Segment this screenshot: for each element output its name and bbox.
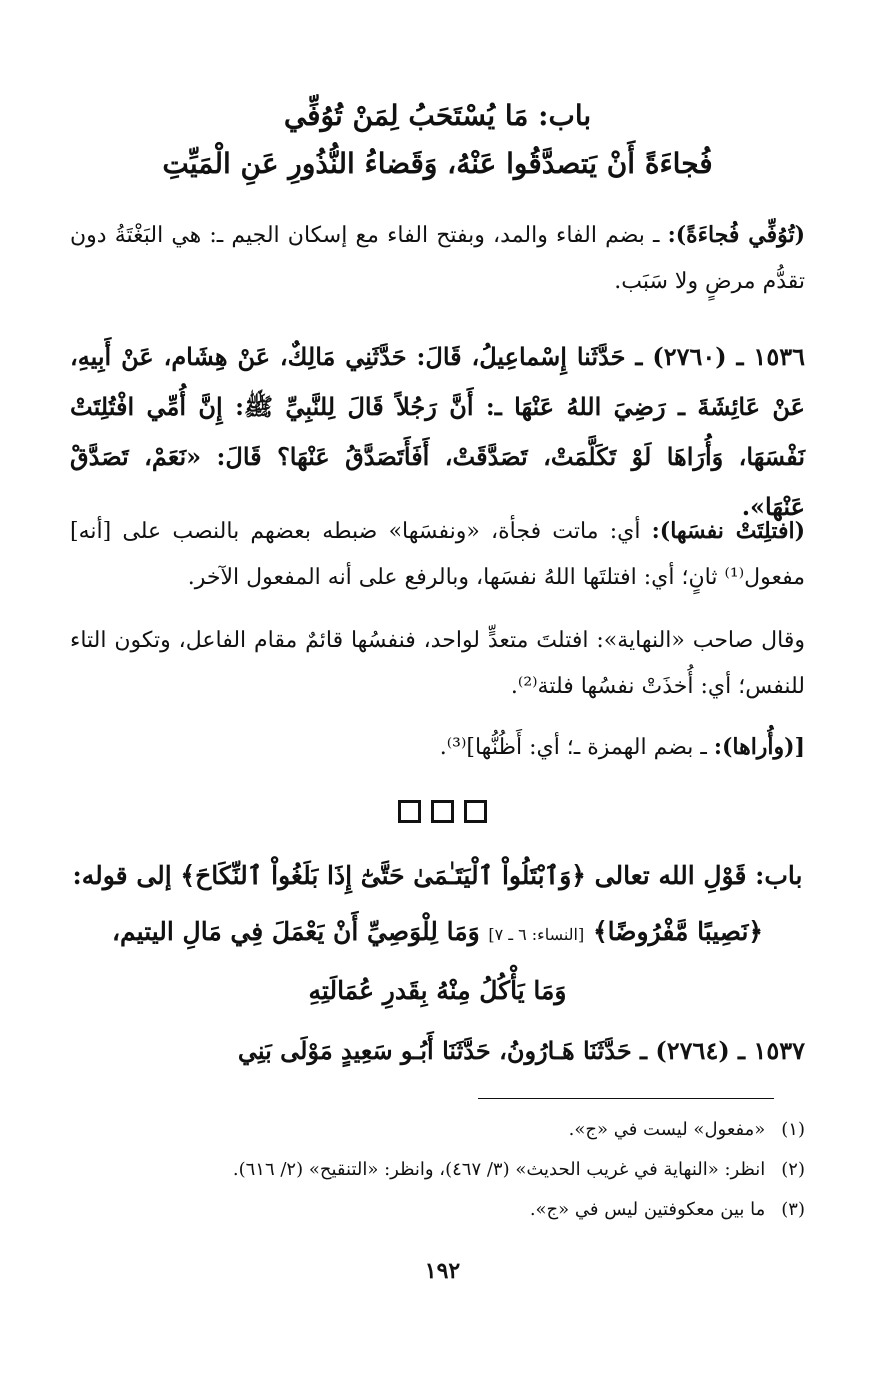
chapter-title-line-2: فُجاءَةً أَنْ يَتصدَّقُوا عَنْهُ، وَقَضاءُ النُّذُورِ عَنِ الْمَيِّتِ: [162, 147, 713, 180]
commentary-paragraph-2: [70, 618, 805, 710]
separator-square-icon: [464, 800, 487, 823]
chapter-heading-1: [70, 92, 805, 188]
footnote-text: «مفعول» ليست في «ج».: [568, 1119, 766, 1140]
footnote-text: ما بين معكوفتين ليس في «ج».: [529, 1199, 766, 1220]
chapter-title-text: قَوْلِ الله تعالى ﴿وَٱبْتَلُواْ ٱلْيَتَـٰمَىٰ حَتَّىٰٓ إِذَا بَلَغُواْ ٱلنِّكَاحَ﴾ إلى قوله: ﴿نَصِيبًا مَّفْرُوضًا﴾: [72, 861, 764, 946]
chapter-title-rest: وَمَا لِلْوَصِيِّ أَنْ يَعْمَلَ فِي مَالِ اليتيم،: [111, 917, 480, 946]
footnote-number: (٢): [781, 1159, 805, 1180]
commentary-text: ـ بضم الهمزة ـ؛ أي: أَظُنُّها]⁽³⁾.: [439, 735, 707, 760]
word-explanation: [70, 212, 805, 305]
footnotes: [70, 1110, 805, 1230]
commentary-text: أي: ماتت فجأة، «ونفسَها» ضبطه بعضهم بالنصب على [أنه] مفعول⁽¹⁾ ثانٍ؛ أي: افتلتَها اللهُ نفسَها، وبالرفع على أنه المفعول الآخر.: [70, 519, 805, 590]
footnote-text: انظر: «النهاية في غريب الحديث» (٣/ ٤٦٧)، وانظر: «التنقيح» (٢/ ٦١٦).: [232, 1159, 766, 1180]
commentary-term: [(وأُراها):: [713, 734, 805, 760]
commentary-term: (افتلِتَتْ نفسَها):: [651, 518, 805, 544]
commentary-text: وقال صاحب «النهاية»: افتلتَ متعدٍّ لواحد، فنفسُها قائمٌ مقام الفاعل، وتكون التاء للنفس؛ أي: أُخذَتْ نفسُها فلتة⁽²⁾.: [70, 628, 805, 699]
chapter-title-line-1: باب: مَا يُسْتَحَبُ لِمَنْ تُوُفِّي: [283, 99, 592, 132]
footnote-number: (١): [781, 1119, 805, 1140]
hadith-1536: ١٥٣٦ ـ (٢٧٦٠) ـ حَدَّثَنا إِسْماعِيلُ، قَالَ: حَدَّثَنِي مَالِكٌ، عَنْ هِشَام، عَنْ أَبِيهِ، عَنْ عَائِشَةَ ـ رَضِيَ اللهُ عَنْهَا ـ: أَنَّ رَجُلاً قَالَ لِلنَّبِيِّ ﷺ: إِنَّ أُمِّي افْتُلِتَتْ نَفْسَهَا، وَأُرَاهَا لَوْ تَكَلَّمَتْ، تَصَدَّقَتْ، أَفَأَتَصَدَّقُ عَنْهَا؟ قَالَ: «نَعَمْ، تَصَدَّقْ عَنْهَا».: [70, 342, 805, 521]
commentary-paragraph-3: [70, 724, 805, 771]
chapter-title-lead: باب:: [755, 861, 803, 890]
footnote-item: [70, 1150, 805, 1190]
quran-citation: [النساء: ٦ ـ ٧]: [488, 925, 585, 944]
footnote-item: [70, 1190, 805, 1230]
chapter-heading-2: [70, 848, 805, 1019]
explained-term: (تُوُفِّي فُجاءَةً):: [667, 222, 805, 248]
hadith-1537: ١٥٣٧ ـ (٢٧٦٤) ـ حَدَّثَنَا هَـارُونُ، حَدَّثَنَا أَبُـو سَعِيدٍ مَوْلَى بَنِي: [237, 1036, 805, 1065]
separator-square-icon: [431, 800, 454, 823]
footnote-divider: [478, 1098, 774, 1099]
footnote-item: [70, 1110, 805, 1150]
separator-square-icon: [398, 800, 421, 823]
commentary-paragraph-1: [70, 508, 805, 601]
explanation-text: ـ بضم الفاء والمد، وبفتح الفاء مع إسكان الجيم ـ: هي البَغْتَةُ دون تقدُّم مرضٍ ولا سَبَب.: [70, 223, 805, 294]
footnote-number: (٣): [781, 1199, 805, 1220]
page-number: ١٩٢: [424, 1258, 461, 1284]
section-separator: [0, 800, 885, 827]
chapter-title-last: وَمَا يَأْكُلُ مِنْهُ بِقَدرِ عُمَالَتِهِ: [308, 976, 567, 1005]
